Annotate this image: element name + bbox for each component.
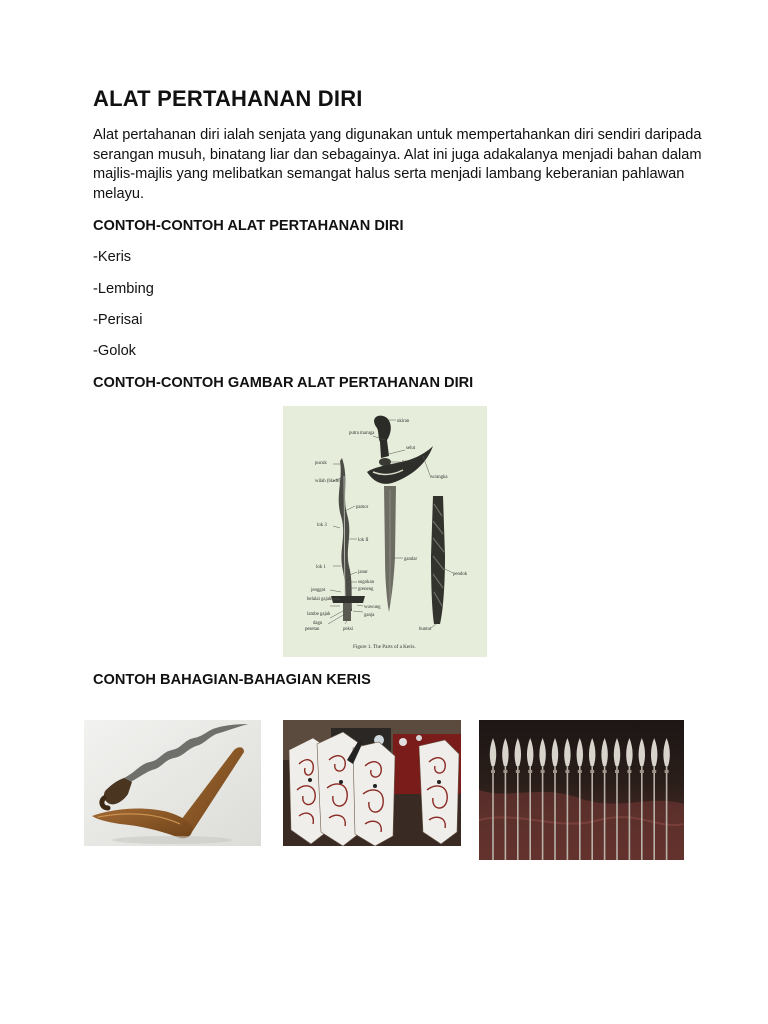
spear-collar (565, 770, 569, 773)
diagram-label-lok2: lok II (358, 538, 369, 543)
diagram-label-pendak: pendak (402, 460, 416, 465)
example-item-perisai: -Perisai (93, 312, 143, 328)
spear-photo (479, 720, 684, 860)
parts-heading: CONTOH BAHAGIAN-BAHAGIAN KERIS (93, 672, 371, 688)
diagram-label-ganja: ganja (364, 613, 375, 618)
spear-collar (516, 770, 520, 773)
diagram-label-buntut: buntut (419, 627, 432, 632)
diagram-label-belalai: belalai gajah (307, 597, 332, 602)
keris-image (84, 720, 261, 846)
diagram-label-pamor: pamor (356, 505, 369, 510)
diagram-label-wuwung: wuwung (364, 605, 381, 610)
spear-collar (503, 770, 507, 773)
diagram-label-wrangka: wrangka (431, 475, 448, 480)
spear-collar (665, 770, 669, 773)
diagram-label-lok3: lok 3 (317, 523, 327, 528)
spear-collar (652, 770, 656, 773)
diagram-label-lambe: lambe gajah (307, 612, 331, 617)
keris-parts-diagram (283, 406, 487, 657)
diagram-label-selut: selut (406, 446, 416, 451)
spear-collar (590, 770, 594, 773)
example-item-golok: -Golok (93, 343, 136, 359)
diagram-label-dagu: dagu (313, 621, 323, 626)
diagram-label-sogokan: sogokan (358, 580, 374, 585)
spear-collar (541, 770, 545, 773)
diagram-label-gandar: gandar (404, 557, 418, 562)
diagram-label-ukiran: ukiran (397, 419, 410, 424)
diagram-caption: Figure 1. The Parts of a Keris. (353, 644, 416, 650)
diagram-label-peksi: peksi (343, 627, 354, 632)
pictures-heading: CONTOH-CONTOH GAMBAR ALAT PERTAHANAN DIRI (93, 375, 474, 391)
spear-collar (553, 770, 557, 773)
spear-collar (578, 770, 582, 773)
spear-collar (615, 770, 619, 773)
diagram-label-wilah: wilah (blade) (315, 479, 341, 484)
spear-collar (491, 770, 495, 773)
diagram-label-pesetan: pesetan (305, 627, 320, 632)
diagram-label-lok1: lok 1 (316, 565, 326, 570)
example-item-keris: -Keris (93, 249, 132, 265)
diagram-label-greneng: greneng (358, 587, 374, 592)
diagram-label-janur: janur (358, 570, 368, 575)
page-title: ALAT PERTAHANAN DIRI (93, 86, 363, 111)
spear-collar (528, 770, 532, 773)
examples-heading: CONTOH-CONTOH ALAT PERTAHANAN DIRI (93, 218, 404, 234)
spear-collar (640, 770, 644, 773)
shields-image (283, 720, 461, 846)
diagram-label-jenggot: jenggot (311, 588, 326, 593)
example-item-lembing: -Lembing (93, 281, 154, 297)
shield-photo (283, 720, 461, 846)
diagram-label-pendok: pendok (453, 572, 468, 577)
intro-paragraph: Alat pertahanan diri ialah senjata yang digunakan untuk mempertahankan diri sendiri daripada serangan musuh, binatang liar dan sebagainya. Alat ini juga adakalanya menjadi bahan dalam majlis-majlis yang melibatkan semangat halus serta menjadi lambang keberanian pahlawan melayu. (93, 127, 702, 202)
keris-diagram-drawing (283, 406, 487, 657)
diagram-label-putingmaruga: putra maruga (349, 431, 375, 436)
spears-image (479, 720, 684, 860)
diagram-label-pucuk: pucuk (315, 461, 327, 466)
spear-collar (603, 770, 607, 773)
spear-collar (627, 770, 631, 773)
keris-photo (84, 720, 261, 846)
